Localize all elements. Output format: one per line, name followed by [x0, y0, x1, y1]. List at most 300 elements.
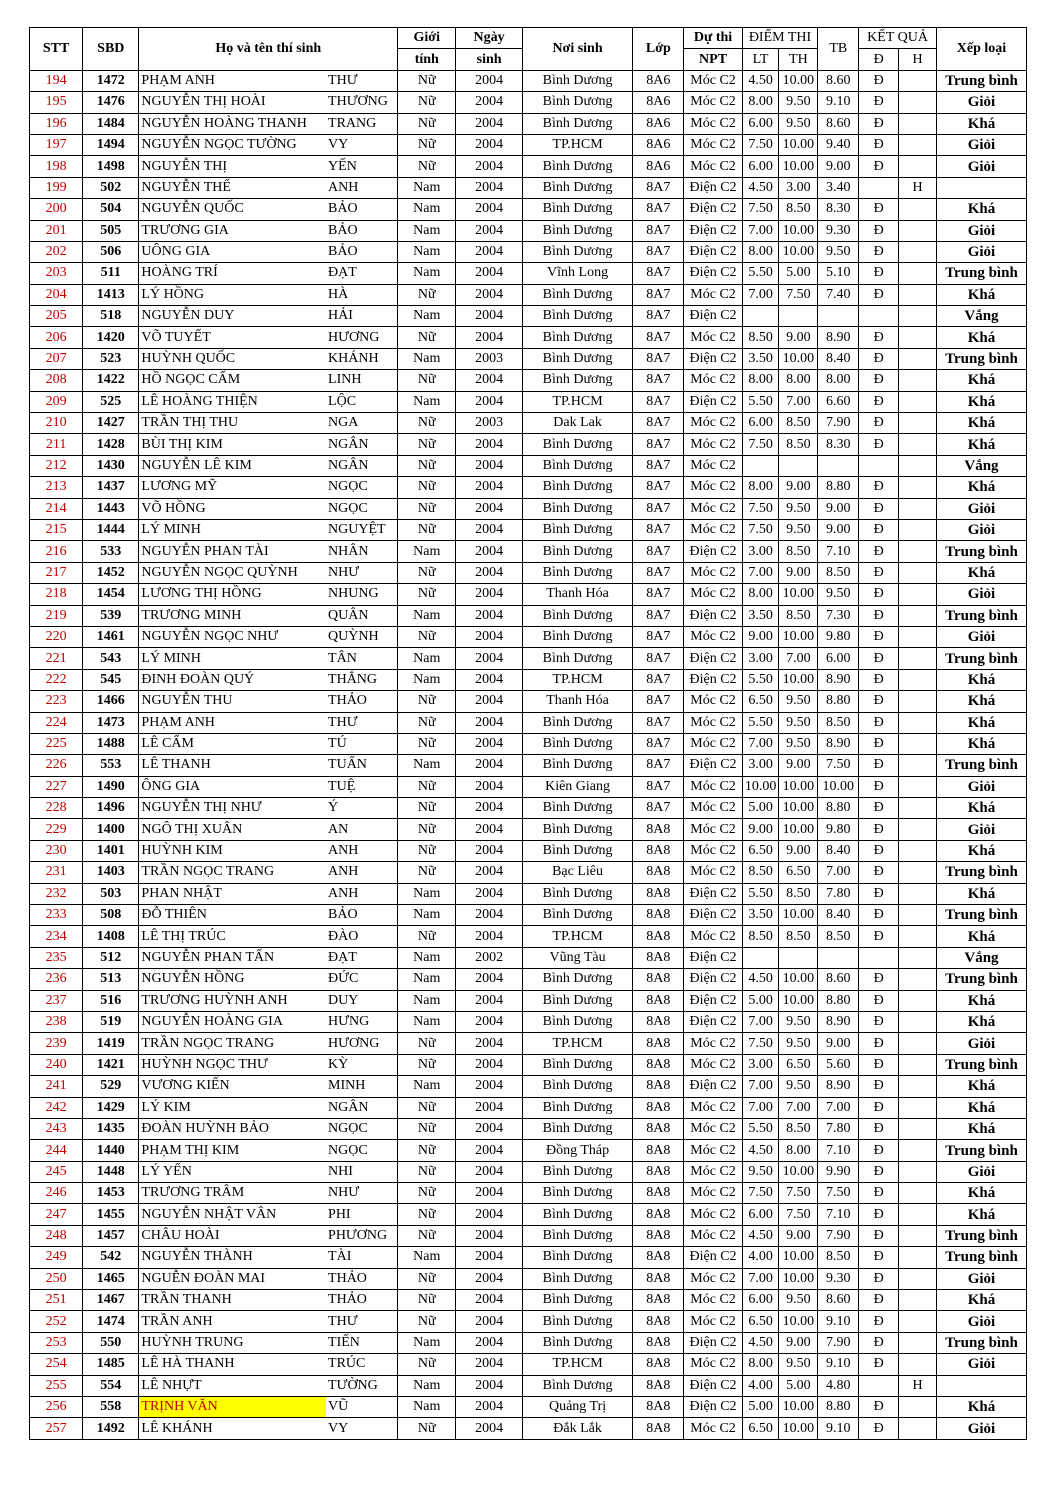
tb-score-cell: 8.80 [818, 990, 859, 1011]
table-row [30, 691, 1027, 712]
npt-cell: Móc C2 [684, 413, 742, 434]
npt-cell: Điện C2 [684, 669, 742, 690]
fail-mark-cell [899, 1397, 937, 1418]
gender-cell: Nam [398, 177, 456, 198]
gender-cell: Nữ [398, 434, 456, 455]
stt-cell: 247 [30, 1204, 83, 1225]
birth-year-cell: 2004 [456, 327, 522, 348]
class-cell: 8A7 [633, 626, 684, 647]
th-score-cell: 10.00 [779, 1161, 818, 1182]
npt-cell: Điện C2 [684, 1332, 742, 1353]
fail-mark-cell [899, 905, 937, 926]
pass-mark-cell [859, 455, 899, 476]
pass-mark-cell: Đ [859, 562, 899, 583]
surname-cell: NGUYỄN HỒNG [139, 969, 326, 990]
surname-cell: TRỊNH VĂN [139, 1397, 326, 1418]
rank-cell: Khá [936, 562, 1026, 583]
rank-cell: Khá [936, 413, 1026, 434]
rank-cell: Khá [936, 798, 1026, 819]
lt-score-cell: 4.50 [742, 177, 779, 198]
stt-cell: 211 [30, 434, 83, 455]
rank-cell: Giỏi [936, 1161, 1026, 1182]
pass-mark-cell: Đ [859, 1268, 899, 1289]
th-score-cell: 10.00 [779, 669, 818, 690]
stt-cell: 228 [30, 798, 83, 819]
th-score-cell: 9.50 [779, 1033, 818, 1054]
birth-year-cell: 2004 [456, 1311, 522, 1332]
sbd-cell: 1403 [83, 862, 139, 883]
fail-mark-cell [899, 1290, 937, 1311]
class-cell: 8A7 [633, 263, 684, 284]
table-row [30, 1332, 1027, 1353]
npt-cell: Móc C2 [684, 134, 742, 155]
surname-cell: VƯƠNG KIẾN [139, 1076, 326, 1097]
lt-score-cell: 5.00 [742, 990, 779, 1011]
birth-year-cell: 2004 [456, 391, 522, 412]
stt-cell: 235 [30, 947, 83, 968]
table-row [30, 712, 1027, 733]
tb-score-cell: 10.00 [818, 776, 859, 797]
rank-cell: Vắng [936, 947, 1026, 968]
header-dob-2: sinh [456, 49, 522, 70]
table-row [30, 113, 1027, 134]
sbd-cell: 508 [83, 905, 139, 926]
rank-cell: Trung bình [936, 648, 1026, 669]
birth-year-cell: 2004 [456, 263, 522, 284]
surname-cell: HUỲNH KIM [139, 840, 326, 861]
birthplace-cell: Bình Dương [522, 1247, 632, 1268]
table-row [30, 391, 1027, 412]
gender-cell: Nam [398, 605, 456, 626]
birthplace-cell: Dak Lak [522, 413, 632, 434]
pass-mark-cell: Đ [859, 70, 899, 91]
npt-cell: Điện C2 [684, 648, 742, 669]
pass-mark-cell: Đ [859, 156, 899, 177]
tb-score-cell: 8.30 [818, 434, 859, 455]
pass-mark-cell: Đ [859, 413, 899, 434]
birthplace-cell: Bình Dương [522, 1161, 632, 1182]
rank-cell: Khá [936, 327, 1026, 348]
table-row [30, 883, 1027, 904]
birth-year-cell: 2004 [456, 370, 522, 391]
class-cell: 8A7 [633, 691, 684, 712]
tb-score-cell: 9.40 [818, 134, 859, 155]
surname-cell: PHẠM ANH [139, 70, 326, 91]
npt-cell: Móc C2 [684, 819, 742, 840]
sbd-cell: 554 [83, 1375, 139, 1396]
stt-cell: 236 [30, 969, 83, 990]
pass-mark-cell: Đ [859, 691, 899, 712]
lt-score-cell: 9.00 [742, 819, 779, 840]
gender-cell: Nữ [398, 70, 456, 91]
table-row [30, 926, 1027, 947]
birthplace-cell: Bình Dương [522, 1268, 632, 1289]
header-row-1 [30, 28, 1027, 49]
fail-mark-cell [899, 519, 937, 540]
birth-year-cell: 2004 [456, 434, 522, 455]
table-row [30, 1311, 1027, 1332]
given-name-cell: ĐÀO [326, 926, 398, 947]
surname-cell: NGUYỄN THU [139, 691, 326, 712]
stt-cell: 244 [30, 1140, 83, 1161]
fail-mark-cell [899, 370, 937, 391]
sbd-cell: 518 [83, 306, 139, 327]
lt-score-cell: 7.00 [742, 1076, 779, 1097]
tb-score-cell: 5.10 [818, 263, 859, 284]
fail-mark-cell [899, 263, 937, 284]
given-name-cell: KỲ [326, 1054, 398, 1075]
fail-mark-cell [899, 819, 937, 840]
lt-score-cell [742, 947, 779, 968]
birthplace-cell: Bình Dương [522, 1076, 632, 1097]
fail-mark-cell [899, 669, 937, 690]
birthplace-cell: Bình Dương [522, 1375, 632, 1396]
stt-cell: 210 [30, 413, 83, 434]
tb-score-cell: 7.80 [818, 1118, 859, 1139]
class-cell: 8A7 [633, 712, 684, 733]
npt-cell: Móc C2 [684, 156, 742, 177]
sbd-cell: 1457 [83, 1225, 139, 1246]
lt-score-cell: 7.50 [742, 498, 779, 519]
surname-cell: TRẦN NGỌC TRANG [139, 862, 326, 883]
gender-cell: Nữ [398, 134, 456, 155]
rank-cell: Khá [936, 926, 1026, 947]
birth-year-cell: 2004 [456, 584, 522, 605]
tb-score-cell: 9.50 [818, 241, 859, 262]
gender-cell: Nữ [398, 455, 456, 476]
pass-mark-cell: Đ [859, 1140, 899, 1161]
sbd-cell: 1440 [83, 1140, 139, 1161]
given-name-cell: HÀ [326, 284, 398, 305]
tb-score-cell: 9.00 [818, 519, 859, 540]
tb-score-cell: 9.30 [818, 1268, 859, 1289]
tb-score-cell: 8.60 [818, 969, 859, 990]
surname-cell: LÊ CẨM [139, 733, 326, 754]
gender-cell: Nữ [398, 1140, 456, 1161]
lt-score-cell: 4.50 [742, 70, 779, 91]
rank-cell: Khá [936, 1076, 1026, 1097]
birthplace-cell: Bình Dương [522, 541, 632, 562]
th-score-cell: 8.50 [779, 413, 818, 434]
birthplace-cell: TP.HCM [522, 669, 632, 690]
th-score-cell: 10.00 [779, 990, 818, 1011]
surname-cell: TRẦN THỊ THU [139, 413, 326, 434]
pass-mark-cell: Đ [859, 263, 899, 284]
birth-year-cell: 2003 [456, 413, 522, 434]
tb-score-cell: 8.80 [818, 691, 859, 712]
birth-year-cell: 2004 [456, 1332, 522, 1353]
given-name-cell: QUỲNH [326, 626, 398, 647]
npt-cell: Móc C2 [684, 434, 742, 455]
fail-mark-cell [899, 434, 937, 455]
given-name-cell: DUY [326, 990, 398, 1011]
birth-year-cell: 2004 [456, 1076, 522, 1097]
fail-mark-cell [899, 134, 937, 155]
sbd-cell: 1467 [83, 1290, 139, 1311]
sbd-cell: 1400 [83, 819, 139, 840]
rank-cell: Khá [936, 669, 1026, 690]
sbd-cell: 1413 [83, 284, 139, 305]
th-score-cell: 8.00 [779, 370, 818, 391]
sbd-cell: 503 [83, 883, 139, 904]
gender-cell: Nữ [398, 1118, 456, 1139]
rank-cell: Khá [936, 370, 1026, 391]
given-name-cell: TƯỜNG [326, 1375, 398, 1396]
class-cell: 8A7 [633, 669, 684, 690]
table-row [30, 648, 1027, 669]
tb-score-cell: 6.60 [818, 391, 859, 412]
surname-cell: LÊ NHỰT [139, 1375, 326, 1396]
birthplace-cell: Bình Dương [522, 626, 632, 647]
fail-mark-cell [899, 605, 937, 626]
npt-cell: Móc C2 [684, 455, 742, 476]
fail-mark-cell [899, 348, 937, 369]
birth-year-cell: 2004 [456, 199, 522, 220]
surname-cell: PHẠM ANH [139, 712, 326, 733]
sbd-cell: 542 [83, 1247, 139, 1268]
given-name-cell: TÀI [326, 1247, 398, 1268]
class-cell: 8A8 [633, 1097, 684, 1118]
rank-cell: Giỏi [936, 92, 1026, 113]
birthplace-cell: Bình Dương [522, 177, 632, 198]
tb-score-cell: 5.60 [818, 1054, 859, 1075]
pass-mark-cell: Đ [859, 327, 899, 348]
birth-year-cell: 2004 [456, 605, 522, 626]
rank-cell: Khá [936, 1011, 1026, 1032]
lt-score-cell: 5.00 [742, 798, 779, 819]
class-cell: 8A8 [633, 947, 684, 968]
npt-cell: Móc C2 [684, 691, 742, 712]
birthplace-cell: Đồng Tháp [522, 1140, 632, 1161]
gender-cell: Nữ [398, 1161, 456, 1182]
lt-score-cell: 4.50 [742, 1225, 779, 1246]
th-score-cell: 9.50 [779, 733, 818, 754]
birthplace-cell: Bình Dương [522, 370, 632, 391]
th-score-cell: 7.00 [779, 391, 818, 412]
pass-mark-cell: Đ [859, 862, 899, 883]
sbd-cell: 1461 [83, 626, 139, 647]
npt-cell: Móc C2 [684, 498, 742, 519]
given-name-cell: ĐỨC [326, 969, 398, 990]
table-row [30, 562, 1027, 583]
given-name-cell: BẢO [326, 199, 398, 220]
sbd-cell: 1496 [83, 798, 139, 819]
gender-cell: Nữ [398, 156, 456, 177]
table-row [30, 840, 1027, 861]
birth-year-cell: 2004 [456, 1354, 522, 1375]
table-row [30, 156, 1027, 177]
pass-mark-cell: Đ [859, 391, 899, 412]
sbd-cell: 1490 [83, 776, 139, 797]
given-name-cell: THẢO [326, 1290, 398, 1311]
gender-cell: Nam [398, 755, 456, 776]
birth-year-cell: 2004 [456, 1268, 522, 1289]
npt-cell: Móc C2 [684, 1054, 742, 1075]
sbd-cell: 513 [83, 969, 139, 990]
tb-score-cell: 7.10 [818, 541, 859, 562]
rank-cell: Khá [936, 1290, 1026, 1311]
header-stt: STT [30, 28, 83, 71]
fail-mark-cell [899, 70, 937, 91]
pass-mark-cell: Đ [859, 883, 899, 904]
pass-mark-cell: Đ [859, 648, 899, 669]
class-cell: 8A7 [633, 370, 684, 391]
npt-cell: Móc C2 [684, 712, 742, 733]
birth-year-cell: 2004 [456, 1375, 522, 1396]
gender-cell: Nữ [398, 1225, 456, 1246]
surname-cell: BÙI THỊ KIM [139, 434, 326, 455]
given-name-cell: NHƯ [326, 1183, 398, 1204]
tb-score-cell: 8.50 [818, 562, 859, 583]
surname-cell: ĐỖ THIÊN [139, 905, 326, 926]
rank-cell: Trung bình [936, 905, 1026, 926]
tb-score-cell: 8.90 [818, 1076, 859, 1097]
given-name-cell: ĐẠT [326, 947, 398, 968]
rank-cell: Giỏi [936, 584, 1026, 605]
rank-cell: Trung bình [936, 969, 1026, 990]
header-gender-2: tính [398, 49, 456, 70]
given-name-cell: VŨ [326, 1397, 398, 1418]
surname-cell: TRƯƠNG HUỲNH ANH [139, 990, 326, 1011]
npt-cell: Móc C2 [684, 519, 742, 540]
birth-year-cell: 2004 [456, 798, 522, 819]
pass-mark-cell: Đ [859, 733, 899, 754]
class-cell: 8A6 [633, 70, 684, 91]
rank-cell: Trung bình [936, 755, 1026, 776]
tb-score-cell: 8.30 [818, 199, 859, 220]
gender-cell: Nữ [398, 819, 456, 840]
surname-cell: NGUYỄN LÊ KIM [139, 455, 326, 476]
fail-mark-cell [899, 498, 937, 519]
stt-cell: 212 [30, 455, 83, 476]
class-cell: 8A7 [633, 241, 684, 262]
given-name-cell: VY [326, 1418, 398, 1439]
birth-year-cell: 2004 [456, 669, 522, 690]
tb-score-cell [818, 455, 859, 476]
surname-cell: TRẦN ANH [139, 1311, 326, 1332]
class-cell: 8A6 [633, 113, 684, 134]
stt-cell: 218 [30, 584, 83, 605]
tb-score-cell: 9.30 [818, 220, 859, 241]
given-name-cell: BẢO [326, 905, 398, 926]
th-score-cell: 9.50 [779, 1354, 818, 1375]
results-table [29, 27, 1027, 1440]
sbd-cell: 550 [83, 1332, 139, 1353]
lt-score-cell: 9.00 [742, 626, 779, 647]
surname-cell: HUỲNH TRUNG [139, 1332, 326, 1353]
stt-cell: 204 [30, 284, 83, 305]
surname-cell: VÕ HỒNG [139, 498, 326, 519]
birth-year-cell: 2004 [456, 455, 522, 476]
gender-cell: Nữ [398, 798, 456, 819]
th-score-cell [779, 306, 818, 327]
fail-mark-cell [899, 1097, 937, 1118]
pass-mark-cell: Đ [859, 220, 899, 241]
birth-year-cell: 2004 [456, 1011, 522, 1032]
fail-mark-cell [899, 691, 937, 712]
pass-mark-cell: Đ [859, 776, 899, 797]
sbd-cell: 1472 [83, 70, 139, 91]
class-cell: 8A8 [633, 1054, 684, 1075]
tb-score-cell: 8.80 [818, 1397, 859, 1418]
birthplace-cell: Thanh Hóa [522, 691, 632, 712]
stt-cell: 199 [30, 177, 83, 198]
table-row [30, 70, 1027, 91]
lt-score-cell: 3.50 [742, 605, 779, 626]
stt-cell: 198 [30, 156, 83, 177]
sbd-cell: 511 [83, 263, 139, 284]
table-row [30, 1118, 1027, 1139]
tb-score-cell: 9.00 [818, 1033, 859, 1054]
birth-year-cell: 2004 [456, 819, 522, 840]
birthplace-cell: Bình Dương [522, 1011, 632, 1032]
table-row [30, 220, 1027, 241]
sbd-cell: 1437 [83, 477, 139, 498]
surname-cell: NGUYỄN NHẬT VÂN [139, 1204, 326, 1225]
class-cell: 8A8 [633, 1247, 684, 1268]
lt-score-cell: 8.00 [742, 92, 779, 113]
class-cell: 8A8 [633, 905, 684, 926]
class-cell: 8A6 [633, 134, 684, 155]
given-name-cell: PHƯƠNG [326, 1225, 398, 1246]
pass-mark-cell: Đ [859, 969, 899, 990]
npt-cell: Điện C2 [684, 1011, 742, 1032]
birthplace-cell: Bình Dương [522, 712, 632, 733]
class-cell: 8A8 [633, 1311, 684, 1332]
tb-score-cell: 7.10 [818, 1204, 859, 1225]
pass-mark-cell: Đ [859, 1311, 899, 1332]
lt-score-cell: 8.00 [742, 584, 779, 605]
surname-cell: NGUYỄN HOÀNG THANH [139, 113, 326, 134]
fail-mark-cell [899, 220, 937, 241]
tb-score-cell: 8.80 [818, 477, 859, 498]
rank-cell: Giỏi [936, 156, 1026, 177]
stt-cell: 200 [30, 199, 83, 220]
table-row [30, 370, 1027, 391]
gender-cell: Nữ [398, 1418, 456, 1439]
sbd-cell: 1401 [83, 840, 139, 861]
pass-mark-cell: Đ [859, 1033, 899, 1054]
class-cell: 8A7 [633, 477, 684, 498]
sbd-cell: 1448 [83, 1161, 139, 1182]
npt-cell: Điện C2 [684, 990, 742, 1011]
table-row [30, 1054, 1027, 1075]
stt-cell: 215 [30, 519, 83, 540]
table-row [30, 669, 1027, 690]
table-row [30, 498, 1027, 519]
pass-mark-cell: Đ [859, 1011, 899, 1032]
given-name-cell: HƯNG [326, 1011, 398, 1032]
th-score-cell: 10.00 [779, 134, 818, 155]
surname-cell: NGUYỄN HOÀNG GIA [139, 1011, 326, 1032]
fail-mark-cell [899, 113, 937, 134]
gender-cell: Nam [398, 669, 456, 690]
class-cell: 8A7 [633, 348, 684, 369]
class-cell: 8A8 [633, 819, 684, 840]
pass-mark-cell: Đ [859, 434, 899, 455]
class-cell: 8A8 [633, 926, 684, 947]
stt-cell: 240 [30, 1054, 83, 1075]
birthplace-cell: Bình Dương [522, 306, 632, 327]
stt-cell: 239 [30, 1033, 83, 1054]
th-score-cell: 10.00 [779, 584, 818, 605]
sbd-cell: 502 [83, 177, 139, 198]
class-cell: 8A8 [633, 862, 684, 883]
lt-score-cell: 5.50 [742, 1118, 779, 1139]
table-row [30, 1375, 1027, 1396]
lt-score-cell: 7.00 [742, 733, 779, 754]
tb-score-cell: 8.40 [818, 905, 859, 926]
